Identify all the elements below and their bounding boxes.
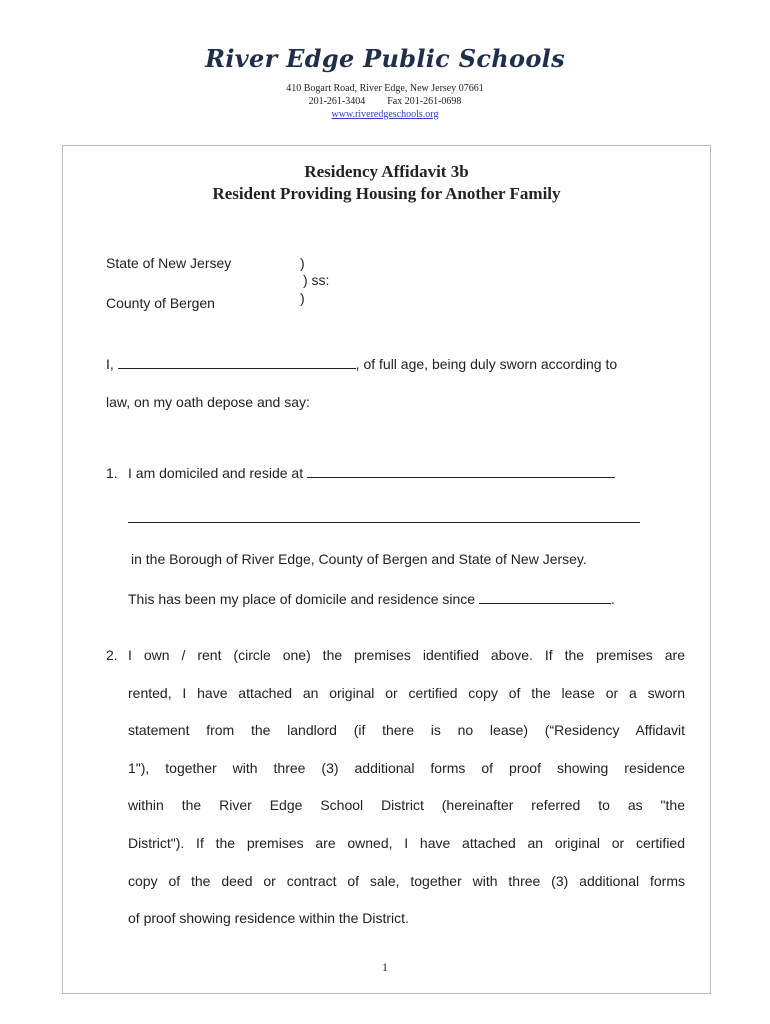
school-website-link[interactable]: www.riveredgeschools.org [331, 109, 439, 120]
since-period: . [610, 591, 615, 607]
item-2-line: copy of the deed or contract of sale, together with three (3) additional forms [128, 873, 685, 889]
oath-line-2: law, on my oath depose and say: [106, 394, 310, 410]
fax-number: Fax 201-261-0698 [387, 96, 462, 107]
affiant-name-field[interactable] [118, 368, 356, 369]
item-2-line: 1"), together with three (3) additional forms of proof showing residence [128, 760, 685, 776]
venue-county: County of Bergen [106, 295, 215, 311]
item-1-number: 1. [106, 465, 118, 481]
page-number: 1 [382, 960, 388, 974]
address-field-1[interactable] [307, 477, 615, 478]
residence-since-field[interactable] [479, 603, 611, 604]
venue-ss: ) ss: [303, 272, 330, 288]
item-1-text [128, 465, 615, 481]
document-subtitle: Resident Providing Housing for Another Family [212, 184, 561, 203]
affidavit-frame [62, 145, 711, 994]
venue-paren-1: ) [300, 255, 305, 271]
item-2-line: District"). If the premises are owned, I have attached an original or certified [128, 835, 685, 851]
item-2-number: 2. [106, 647, 118, 663]
item-2-line: statement from the landlord (if there is no lease) (“Residency Affidavit [128, 722, 685, 738]
item-2-line: of proof showing residence within the District. [128, 910, 409, 926]
item-2-line: I own / rent (circle one) the premises identified above. If the premises are [128, 647, 685, 663]
item-2-line: rented, I have attached an original or certified copy of the lease or a sworn [128, 685, 685, 701]
document-title: Residency Affidavit 3b [304, 162, 469, 181]
since-label: This has been my place of domicile and residence since [128, 591, 476, 607]
since-line [128, 591, 615, 607]
address-field-2[interactable] [128, 522, 640, 523]
item-2-line: within the River Edge School District (hereinafter referred to as "the [128, 797, 685, 813]
borough-line: in the Borough of River Edge, County of Bergen and State of New Jersey. [131, 551, 587, 567]
school-address: 410 Bogart Road, River Edge, New Jersey 07661 [286, 83, 484, 94]
venue-paren-3: ) [300, 290, 305, 306]
school-phone-fax [0, 96, 770, 107]
venue-state: State of New Jersey [106, 255, 232, 271]
oath-line [106, 356, 617, 372]
item-1-label: I am domiciled and reside at [128, 465, 304, 481]
oath-suffix: , of full age, being duly sworn according to [355, 356, 618, 372]
school-name: River Edge Public Schools [205, 44, 565, 73]
phone-number: 201-261-3404 [308, 96, 366, 107]
oath-prefix: I, [106, 356, 114, 372]
